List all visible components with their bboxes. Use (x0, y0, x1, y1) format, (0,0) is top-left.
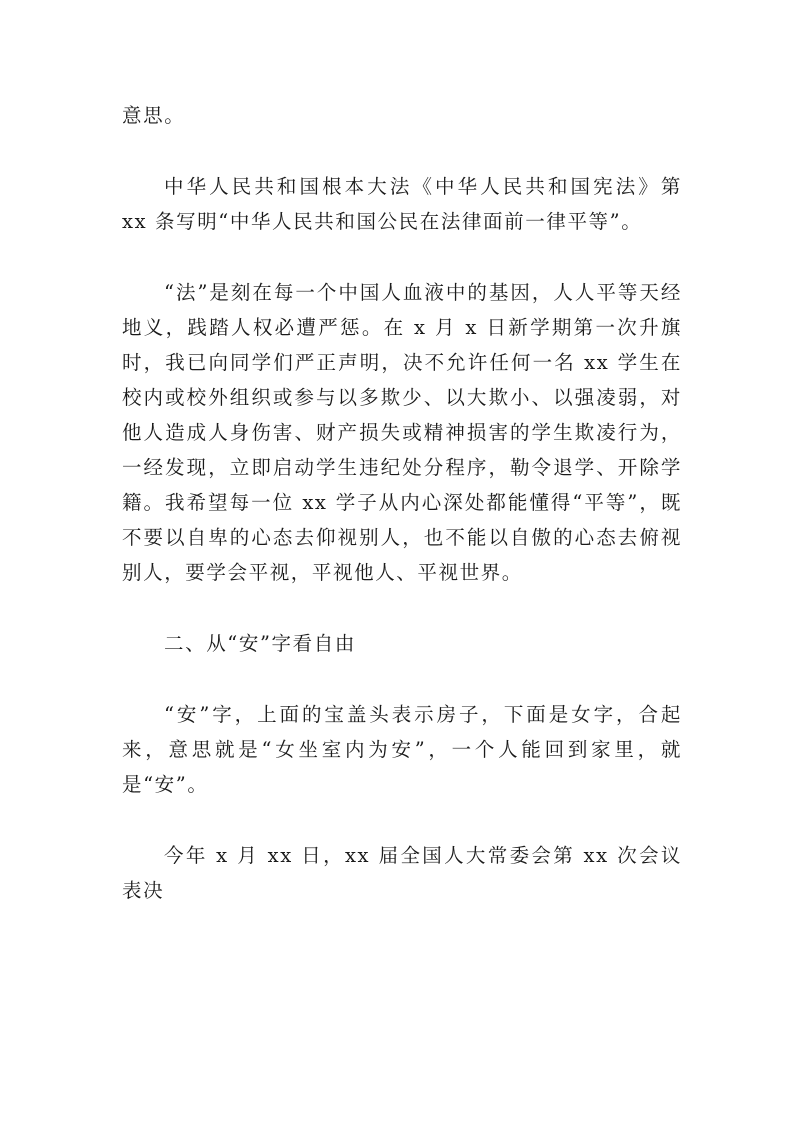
paragraph-fragment: 意思。 (122, 104, 186, 127)
paragraph-gap (122, 590, 682, 626)
section-heading: 二、从“安”字看自由 (164, 632, 356, 655)
paragraph-an-character: “安”字，上面的宝盖头表示房子，下面是女字，合起来，意思就是“女坐室内为安”，一个人能回到家里，就是“安”。 (122, 703, 682, 796)
paragraph-constitution: 中华人民共和国根本大法《中华人民共和国宪法》第 xx 条写明“中华人民共和国公民在法律面前一律平等”。 (122, 175, 682, 233)
paragraph-gap (122, 239, 682, 275)
paragraph-npc-vote: 今年 x 月 xx 日，xx 届全国人大常委会第 xx 次会议表决 (122, 844, 682, 902)
document-body (122, 98, 682, 908)
paragraph-gap (122, 802, 682, 838)
paragraph-gap (122, 133, 682, 169)
paragraph-gap (122, 661, 682, 697)
paragraph-law-equality: “法”是刻在每一个中国人血液中的基因，人人平等天经地义，践踏人权必遭严惩。在 x 月 x 日新学期第一次升旗时，我已向同学们严正声明，决不允许任何一名 xx 学生在校内或校外组织或参与以多欺少、以大欺小、以强凌弱，对他人造成人身伤害、财产损失或精神损害的学生欺凌行为，一经发现，立即启动学生违纪处分程序，勒令退学、开除学籍。我希望每一位 xx 学子从内心深处都能懂得“平等”，既不要以自卑的心态去仰视别人，也不能以自傲的心态去俯视别人，要学会平视，平视他人、平视世界。 (122, 281, 682, 584)
